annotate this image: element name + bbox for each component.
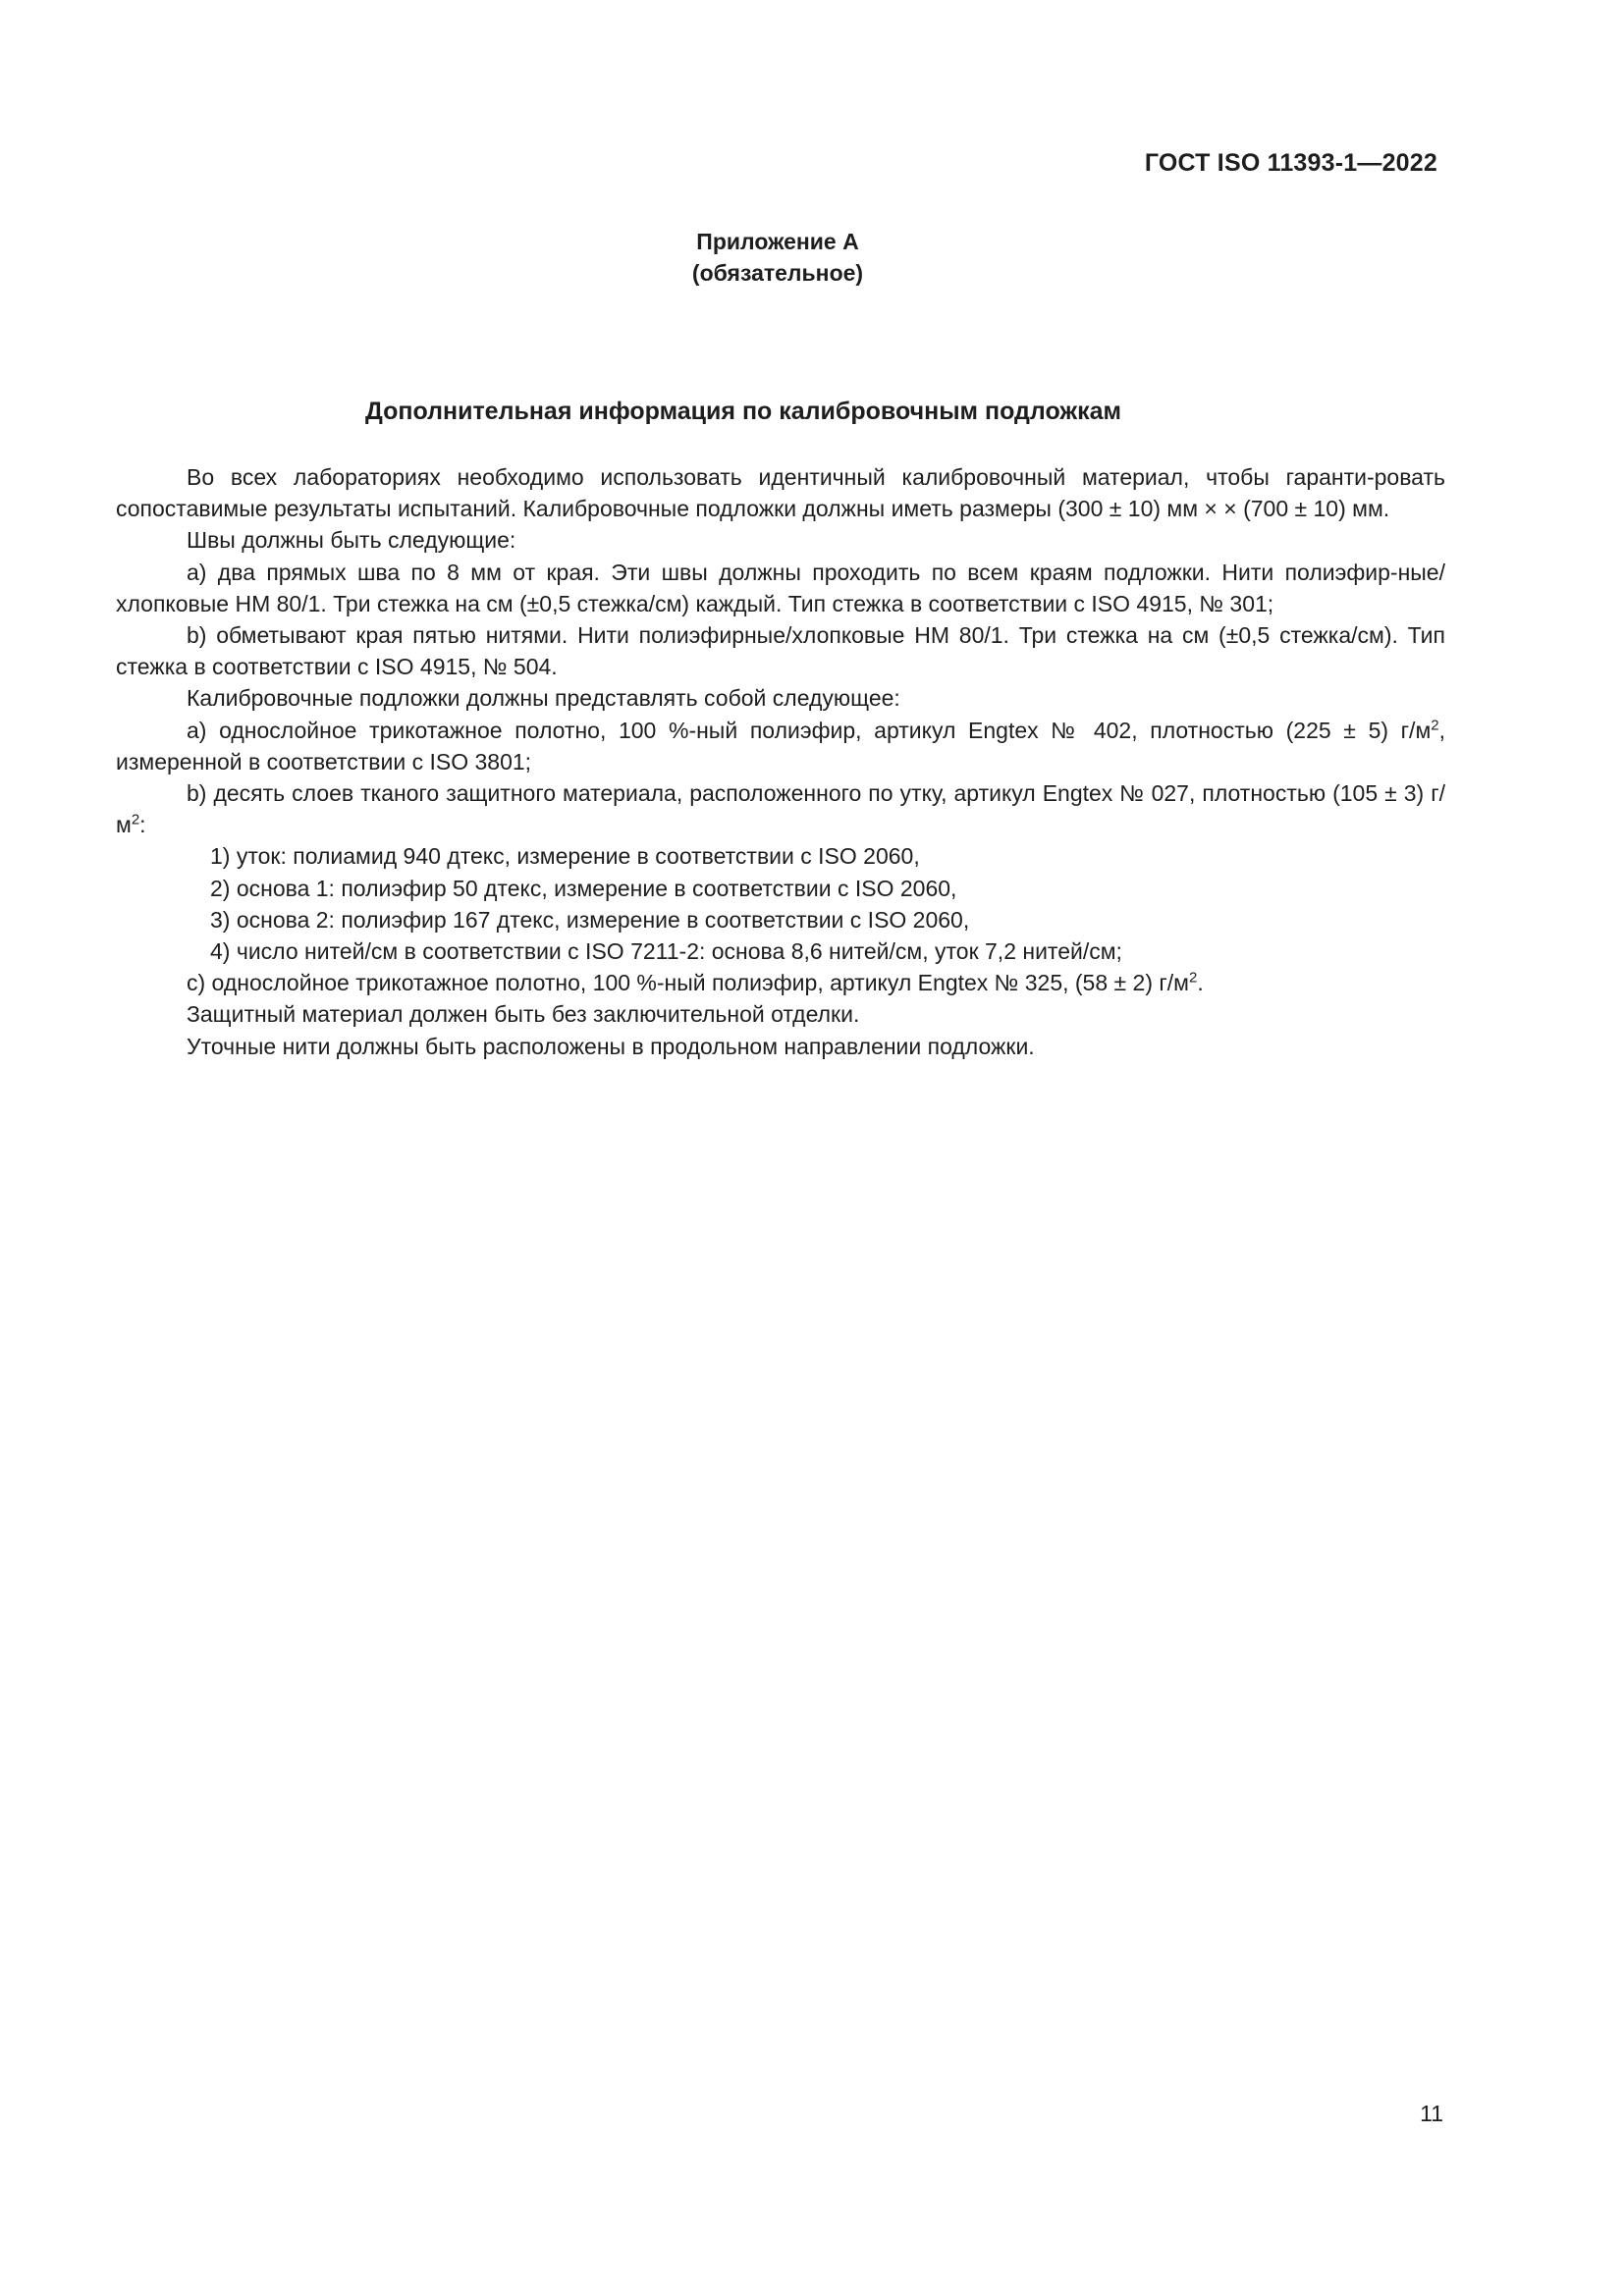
annex-heading — [0, 226, 1624, 289]
paragraph-substrate-b-tail: : — [139, 812, 146, 838]
paragraph-10: Уточные нити должны быть расположены в продольном направлении подложки. — [187, 1033, 1035, 1059]
paragraph-substrate-a-tail: , измеренной в соответствии с ISO 3801; — [116, 717, 1445, 774]
annex-status: (обязательное) — [691, 260, 864, 286]
paragraph-substrate-c-text: c) однослойное трикотажное полотно, 100 %-ный полиэфир, артикул Engtex № 325, (58 ± 2) г/м — [187, 970, 1189, 996]
paragraph-9: Защитный материал должен быть без заключительной отделки. — [187, 1001, 860, 1028]
sub-item-2: 2) основа 1: полиэфир 50 дтекс, измерение в соответствии с ISO 2060, — [210, 875, 957, 901]
paragraph-substrate-c-tail: . — [1197, 970, 1204, 996]
document-code-header: ГОСТ ISO 11393-1—2022 — [1144, 149, 1437, 177]
paragraph-substrate-a — [116, 715, 1445, 777]
body-text — [116, 461, 1445, 1062]
sub-item-3: 3) основа 2: полиэфир 167 дтекс, измерение в соответствии с ISO 2060, — [210, 906, 970, 933]
annex-title: Приложение А — [696, 229, 859, 254]
paragraph-seam-b: b) обметывают края пятью нитями. Нити полиэфирные/хлопковые НМ 80/1. Три стежка на см (±0,5 стежка/см). Тип стежка в соответствии с ISO 4915, № 504. — [116, 622, 1445, 680]
superscript: 2 — [1431, 716, 1439, 733]
paragraph-substrate-c — [116, 967, 1445, 998]
section-title: Дополнительная информация по калибровочным подложкам — [364, 398, 1122, 425]
page-number: 11 — [1420, 2101, 1443, 2126]
paragraph-1: Во всех лабораториях необходимо использовать идентичный калибровочный материал, чтобы гаранти-ровать сопоставимые результаты испытаний. Калибровочные подложки должны иметь размеры (300 ± 10) мм × × (700 ± 10) мм. — [116, 464, 1445, 522]
paragraph-2: Швы должны быть следующие: — [187, 527, 516, 554]
paragraph-substrate-a-text: a) однослойное трикотажное полотно, 100 %-ный полиэфир, артикул Engtex № 402, плотностью (225 ± 5) г/м — [187, 717, 1432, 743]
superscript: 2 — [131, 811, 140, 828]
paragraph-seam-a: a) два прямых шва по 8 мм от края. Эти швы должны проходить по всем краям подложки. Нити полиэфир-ные/хлопковые НМ 80/1. Три стежка на см (±0,5 стежка/см) каждый. Тип стежка в соответствии с ISO 4915, № 301; — [116, 559, 1445, 616]
paragraph-5: Калибровочные подложки должны представлять собой следующее: — [187, 685, 900, 712]
sub-item-1: 1) уток: полиамид 940 дтекс, измерение в соответствии с ISO 2060, — [210, 843, 920, 870]
sub-item-4: 4) число нитей/см в соответствии с ISO 7211-2: основа 8,6 нитей/см, уток 7,2 нитей/см; — [210, 938, 1122, 965]
superscript: 2 — [1188, 969, 1198, 987]
paragraph-substrate-b — [116, 777, 1445, 840]
paragraph-substrate-b-text: b) десять слоев тканого защитного материала, расположенного по утку, артикул Engtex № 027, плотностью (105 ± 3) г/м — [116, 780, 1445, 838]
